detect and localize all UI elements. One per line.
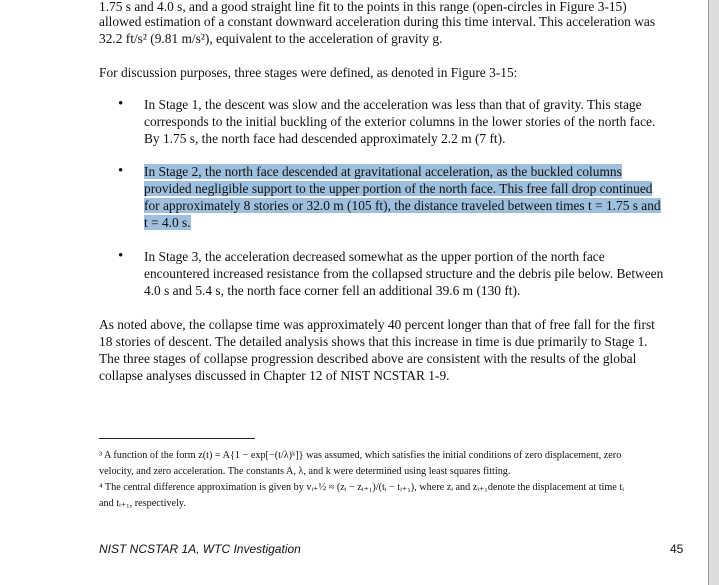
intro-line: 32.2 ft/s² (9.81 m/s²), equivalent to the acceleration of gravity g. bbox=[99, 31, 443, 46]
stage-3-line: In Stage 3, the acceleration decreased somewhat as the upper portion of the north face bbox=[144, 249, 605, 264]
footnote-4-cont: and tᵢ₊₁, respectively. bbox=[99, 498, 186, 509]
bullet-icon: • bbox=[118, 163, 124, 179]
stage-2-line-selected[interactable]: for approximately 8 stories or 32.0 m (105 ft), the distance traveled between times t = 1.75 s and bbox=[144, 198, 661, 213]
intro-line: allowed estimation of a constant downward acceleration during this time interval. This acceleration was bbox=[99, 14, 656, 29]
stage-2-line-selected[interactable]: provided negligible support to the upper portion of the north face. This free fall drop continued bbox=[144, 181, 653, 196]
bullet-icon: • bbox=[118, 248, 124, 264]
conclusion-line: 18 stories of descent. The detailed analysis shows that this increase in time is due primarily to Stage 1. bbox=[99, 334, 648, 349]
stage-3-line: encountered increased resistance from the collapsed structure and the debris pile below. Between bbox=[144, 266, 664, 281]
viewer-scroll-gutter[interactable] bbox=[709, 0, 719, 585]
footer-title: NIST NCSTAR 1A, WTC Investigation bbox=[99, 542, 301, 556]
footnote-3: ³ A function of the form z(t) = A{1 − exp[−(t/λ)ᵏ]} was assumed, which satisfies the initial conditions of zero displacement, zero bbox=[99, 450, 622, 461]
footnote-4: ⁴ The central difference approximation is given by vᵢ₊½ ≈ (zᵢ − zᵢ₊₁)/(tᵢ − tᵢ₊₁), where zᵢ and zᵢ₊₁denote the displacement at time tᵢ bbox=[99, 482, 624, 493]
conclusion-line: The three stages of collapse progression described above are consistent with the results of the global bbox=[99, 351, 637, 366]
discussion-paragraph: For discussion purposes, three stages were defined, as denoted in Figure 3-15: bbox=[99, 65, 518, 80]
conclusion-line: collapse analyses discussed in Chapter 12 of NIST NCSTAR 1-9. bbox=[99, 368, 450, 383]
stage-2-line-selected[interactable]: In Stage 2, the north face descended at gravitational acceleration, as the buckled columns bbox=[144, 164, 622, 179]
footnote-3-cont: velocity, and zero acceleration. The constants A, λ, and k were determined using least squares fitting. bbox=[99, 466, 511, 477]
footnote-divider bbox=[99, 438, 255, 439]
stage-1-line: corresponds to the initial buckling of the exterior columns in the lower stories of the north face. bbox=[144, 114, 656, 129]
page-number: 45 bbox=[670, 542, 684, 556]
stage-1-line: By 1.75 s, the north face had descended approximately 2.2 m (7 ft). bbox=[144, 131, 506, 146]
intro-line: 1.75 s and 4.0 s, and a good straight line fit to the points in this range (open-circles in Figure 3-15) bbox=[99, 0, 627, 14]
bullet-icon: • bbox=[118, 96, 124, 112]
stage-1-line: In Stage 1, the descent was slow and the acceleration was less than that of gravity. This stage bbox=[144, 97, 642, 112]
stage-3-line: 4.0 s and 5.4 s, the north face corner fell an additional 39.6 m (130 ft). bbox=[144, 283, 521, 298]
conclusion-line: As noted above, the collapse time was approximately 40 percent longer than that of free fall for the first bbox=[99, 317, 655, 332]
stage-2-line-selected[interactable]: t = 4.0 s. bbox=[144, 215, 191, 230]
